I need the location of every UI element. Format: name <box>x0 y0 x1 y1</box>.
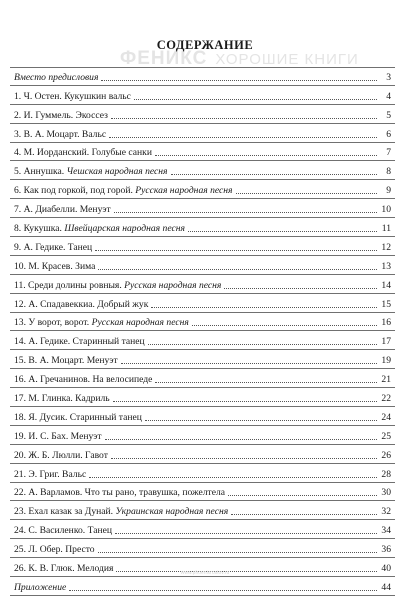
toc-entry-title <box>14 336 145 347</box>
toc-entry <box>14 483 391 502</box>
toc-entry-label: 23. Ехал казак за Дунай. <box>14 506 116 518</box>
toc-entry-title <box>14 280 221 291</box>
dot-leader <box>98 552 377 553</box>
dot-leader <box>148 344 377 345</box>
toc-entry-page-number: 32 <box>381 506 391 518</box>
toc-entry <box>14 445 391 464</box>
toc-entry-page-number: 7 <box>386 147 391 159</box>
toc-entry-page-number: 26 <box>381 449 391 461</box>
toc-entry-title <box>14 147 152 158</box>
dot-leader <box>134 99 377 100</box>
toc-entry-subtitle: Украинская народная песня <box>115 506 229 518</box>
toc-entry-label: 12. А. Спадавеккиа. Добрый жук <box>14 298 149 310</box>
dot-leader <box>105 439 377 440</box>
toc-entry-label: 22. А. Варламов. Что ты рано, травушка, пожелтела <box>14 487 226 499</box>
toc-entry <box>14 161 391 180</box>
toc-entry <box>14 86 391 105</box>
toc-entry <box>14 180 391 199</box>
toc-entry-title <box>14 72 98 83</box>
toc-entry-label: 17. М. Глинка. Кадриль <box>14 393 110 405</box>
toc-entry-title <box>14 487 225 498</box>
toc-entry-label: 24. С. Василенко. Танец <box>14 525 112 537</box>
toc-entry-label: 14. А. Гедике. Старинный танец <box>14 336 145 348</box>
toc-entry <box>14 426 391 445</box>
toc-entry-title <box>14 469 86 480</box>
toc-entry-label: 3. В. А. Моцарт. Вальс <box>14 128 107 140</box>
toc-entry <box>14 237 391 256</box>
dot-leader <box>151 307 377 308</box>
dot-leader <box>95 250 377 251</box>
dot-leader <box>231 514 377 515</box>
toc-entry-page-number: 30 <box>381 487 391 499</box>
toc-entry-page-number: 16 <box>381 317 391 329</box>
toc-entry-title <box>14 544 95 555</box>
toc-entry-title <box>14 299 148 310</box>
page-title: СОДЕРЖАНИЕ <box>156 38 254 52</box>
toc-entry-label: 20. Ж. Б. Люлли. Гавот <box>14 449 108 461</box>
toc-entry-page-number: 21 <box>381 374 391 386</box>
toc-entry-title <box>14 317 189 328</box>
dot-leader <box>111 458 377 459</box>
toc-entry-subtitle: Русская народная песня <box>91 317 189 329</box>
toc-entry-title <box>14 506 228 517</box>
toc-entry-subtitle: Швейцарская народная песня <box>64 223 185 235</box>
table-of-contents <box>14 67 391 596</box>
toc-entry <box>14 369 391 388</box>
toc-entry <box>14 350 391 369</box>
toc-entry-page-number: 40 <box>381 563 391 575</box>
toc-entry-title <box>14 582 66 593</box>
toc-entry-subtitle: Русская народная песня <box>124 279 222 291</box>
toc-entry-label: 26. К. В. Глюк. Мелодия <box>14 563 114 575</box>
toc-entry <box>14 539 391 558</box>
toc-entry <box>14 105 391 124</box>
toc-entry-title <box>14 242 92 253</box>
toc-entry-subtitle: Русская народная песня <box>135 185 233 197</box>
dot-leader <box>155 382 377 383</box>
toc-entry <box>14 199 391 218</box>
toc-entry-page-number: 22 <box>381 393 391 405</box>
toc-entry-label: 8. Кукушка. <box>14 223 65 235</box>
dot-leader <box>98 269 377 270</box>
dot-leader <box>115 533 377 534</box>
toc-entry-label: 9. А. Гедике. Танец <box>14 241 93 253</box>
toc-entry-page-number: 34 <box>381 525 391 537</box>
toc-entry-page-number: 44 <box>381 581 391 593</box>
toc-entry-title <box>14 110 108 121</box>
toc-entry-title <box>14 374 152 385</box>
toc-entry-label: 7. А. Диабелли. Менуэт <box>14 204 111 216</box>
dot-leader <box>121 363 377 364</box>
toc-entry-title <box>14 204 111 215</box>
dot-leader <box>69 590 377 591</box>
toc-entry-title <box>14 166 168 177</box>
toc-entry-title <box>14 223 185 234</box>
toc-entry <box>14 331 391 350</box>
dot-leader <box>236 193 377 194</box>
toc-entry-title <box>14 525 112 536</box>
toc-entry-page-number: 28 <box>381 468 391 480</box>
toc-entry-title <box>14 91 131 102</box>
toc-entry-page-number: 8 <box>386 166 391 178</box>
toc-entry-title <box>14 185 233 196</box>
footer-watermark: www.phoenixrostov.ru <box>180 570 230 576</box>
toc-entry-page-number: 14 <box>381 279 391 291</box>
toc-entry-page-number: 9 <box>386 185 391 197</box>
toc-entry-subtitle: Чешская народная песня <box>66 166 168 178</box>
toc-entry-title <box>14 355 118 366</box>
toc-entry-page-number: 13 <box>381 260 391 272</box>
toc-entry-title <box>14 450 108 461</box>
dot-leader <box>113 401 377 402</box>
toc-entry-label: 16. А. Гречанинов. На велосипеде <box>14 374 153 386</box>
toc-entry-page-number: 24 <box>381 411 391 423</box>
toc-entry-title <box>14 412 142 423</box>
dot-leader <box>224 288 377 289</box>
toc-entry <box>14 313 391 332</box>
dot-leader <box>111 118 377 119</box>
toc-entry-label: Вместо предисловия <box>14 71 99 83</box>
toc-entry-label: 5. Аннушка. <box>14 166 67 178</box>
toc-entry <box>14 294 391 313</box>
toc-entry-page-number: 3 <box>386 71 391 83</box>
toc-entry-page-number: 6 <box>386 128 391 140</box>
toc-entry <box>14 218 391 237</box>
toc-entry-title <box>14 129 106 140</box>
toc-entry-page-number: 36 <box>381 544 391 556</box>
dot-leader <box>228 495 377 496</box>
toc-entry-page-number: 15 <box>381 298 391 310</box>
toc-entry <box>14 407 391 426</box>
dot-leader <box>114 212 377 213</box>
toc-entry-title <box>14 393 110 404</box>
toc-entry <box>14 256 391 275</box>
dot-leader <box>109 137 377 138</box>
watermark-brand: ФЕНИКС <box>120 48 208 69</box>
dot-leader <box>101 80 377 81</box>
toc-entry-label: 4. М. Иорданский. Голубые санки <box>14 147 152 159</box>
dot-leader <box>188 231 377 232</box>
toc-entry <box>14 143 391 162</box>
toc-entry-page-number: 17 <box>381 336 391 348</box>
toc-entry-label: 18. Я. Дусик. Старинный танец <box>14 411 142 423</box>
dot-leader <box>89 477 377 478</box>
toc-entry <box>14 464 391 483</box>
dot-leader <box>192 325 377 326</box>
toc-entry <box>14 124 391 143</box>
toc-entry-label: 11. Среди долины ровныя. <box>14 279 125 291</box>
toc-entry <box>14 577 391 596</box>
toc-entry-title <box>14 431 102 442</box>
toc-entry-label: 13. У ворот, ворот. <box>14 317 92 329</box>
toc-entry <box>14 501 391 520</box>
dot-leader <box>155 155 377 156</box>
toc-entry <box>14 388 391 407</box>
toc-entry-page-number: 10 <box>381 204 391 216</box>
toc-entry-label: 6. Как под горкой, под горой. <box>14 185 136 197</box>
toc-entry-label: 15. В. А. Моцарт. Менуэт <box>14 355 118 367</box>
toc-entry-page-number: 25 <box>381 430 391 442</box>
toc-entry-title <box>14 261 95 272</box>
toc-entry <box>14 275 391 294</box>
toc-entry-label: 19. И. С. Бах. Менуэт <box>14 430 102 442</box>
toc-entry <box>14 520 391 539</box>
toc-entry-label: 2. И. Гуммель. Экоссез <box>14 109 108 121</box>
toc-entry-page-number: 4 <box>386 90 391 102</box>
watermark-tag: ХОРОШИЕ КНИГИ <box>215 51 359 68</box>
toc-entry-page-number: 5 <box>386 109 391 121</box>
toc-entry-label: 10. М. Красев. Зима <box>14 260 96 272</box>
dot-leader <box>171 174 377 175</box>
toc-entry-page-number: 19 <box>381 355 391 367</box>
toc-entry <box>14 67 391 86</box>
toc-entry-label: 25. Л. Обер. Престо <box>14 544 95 556</box>
toc-entry-label: 1. Ч. Остен. Кукушкин вальс <box>14 90 131 102</box>
toc-entry-page-number: 12 <box>381 241 391 253</box>
toc-entry-label: 21. Э. Григ. Вальс <box>14 468 87 480</box>
toc-entry-page-number: 11 <box>381 223 391 235</box>
dot-leader <box>145 420 377 421</box>
toc-entry-label: Приложение <box>14 581 67 593</box>
